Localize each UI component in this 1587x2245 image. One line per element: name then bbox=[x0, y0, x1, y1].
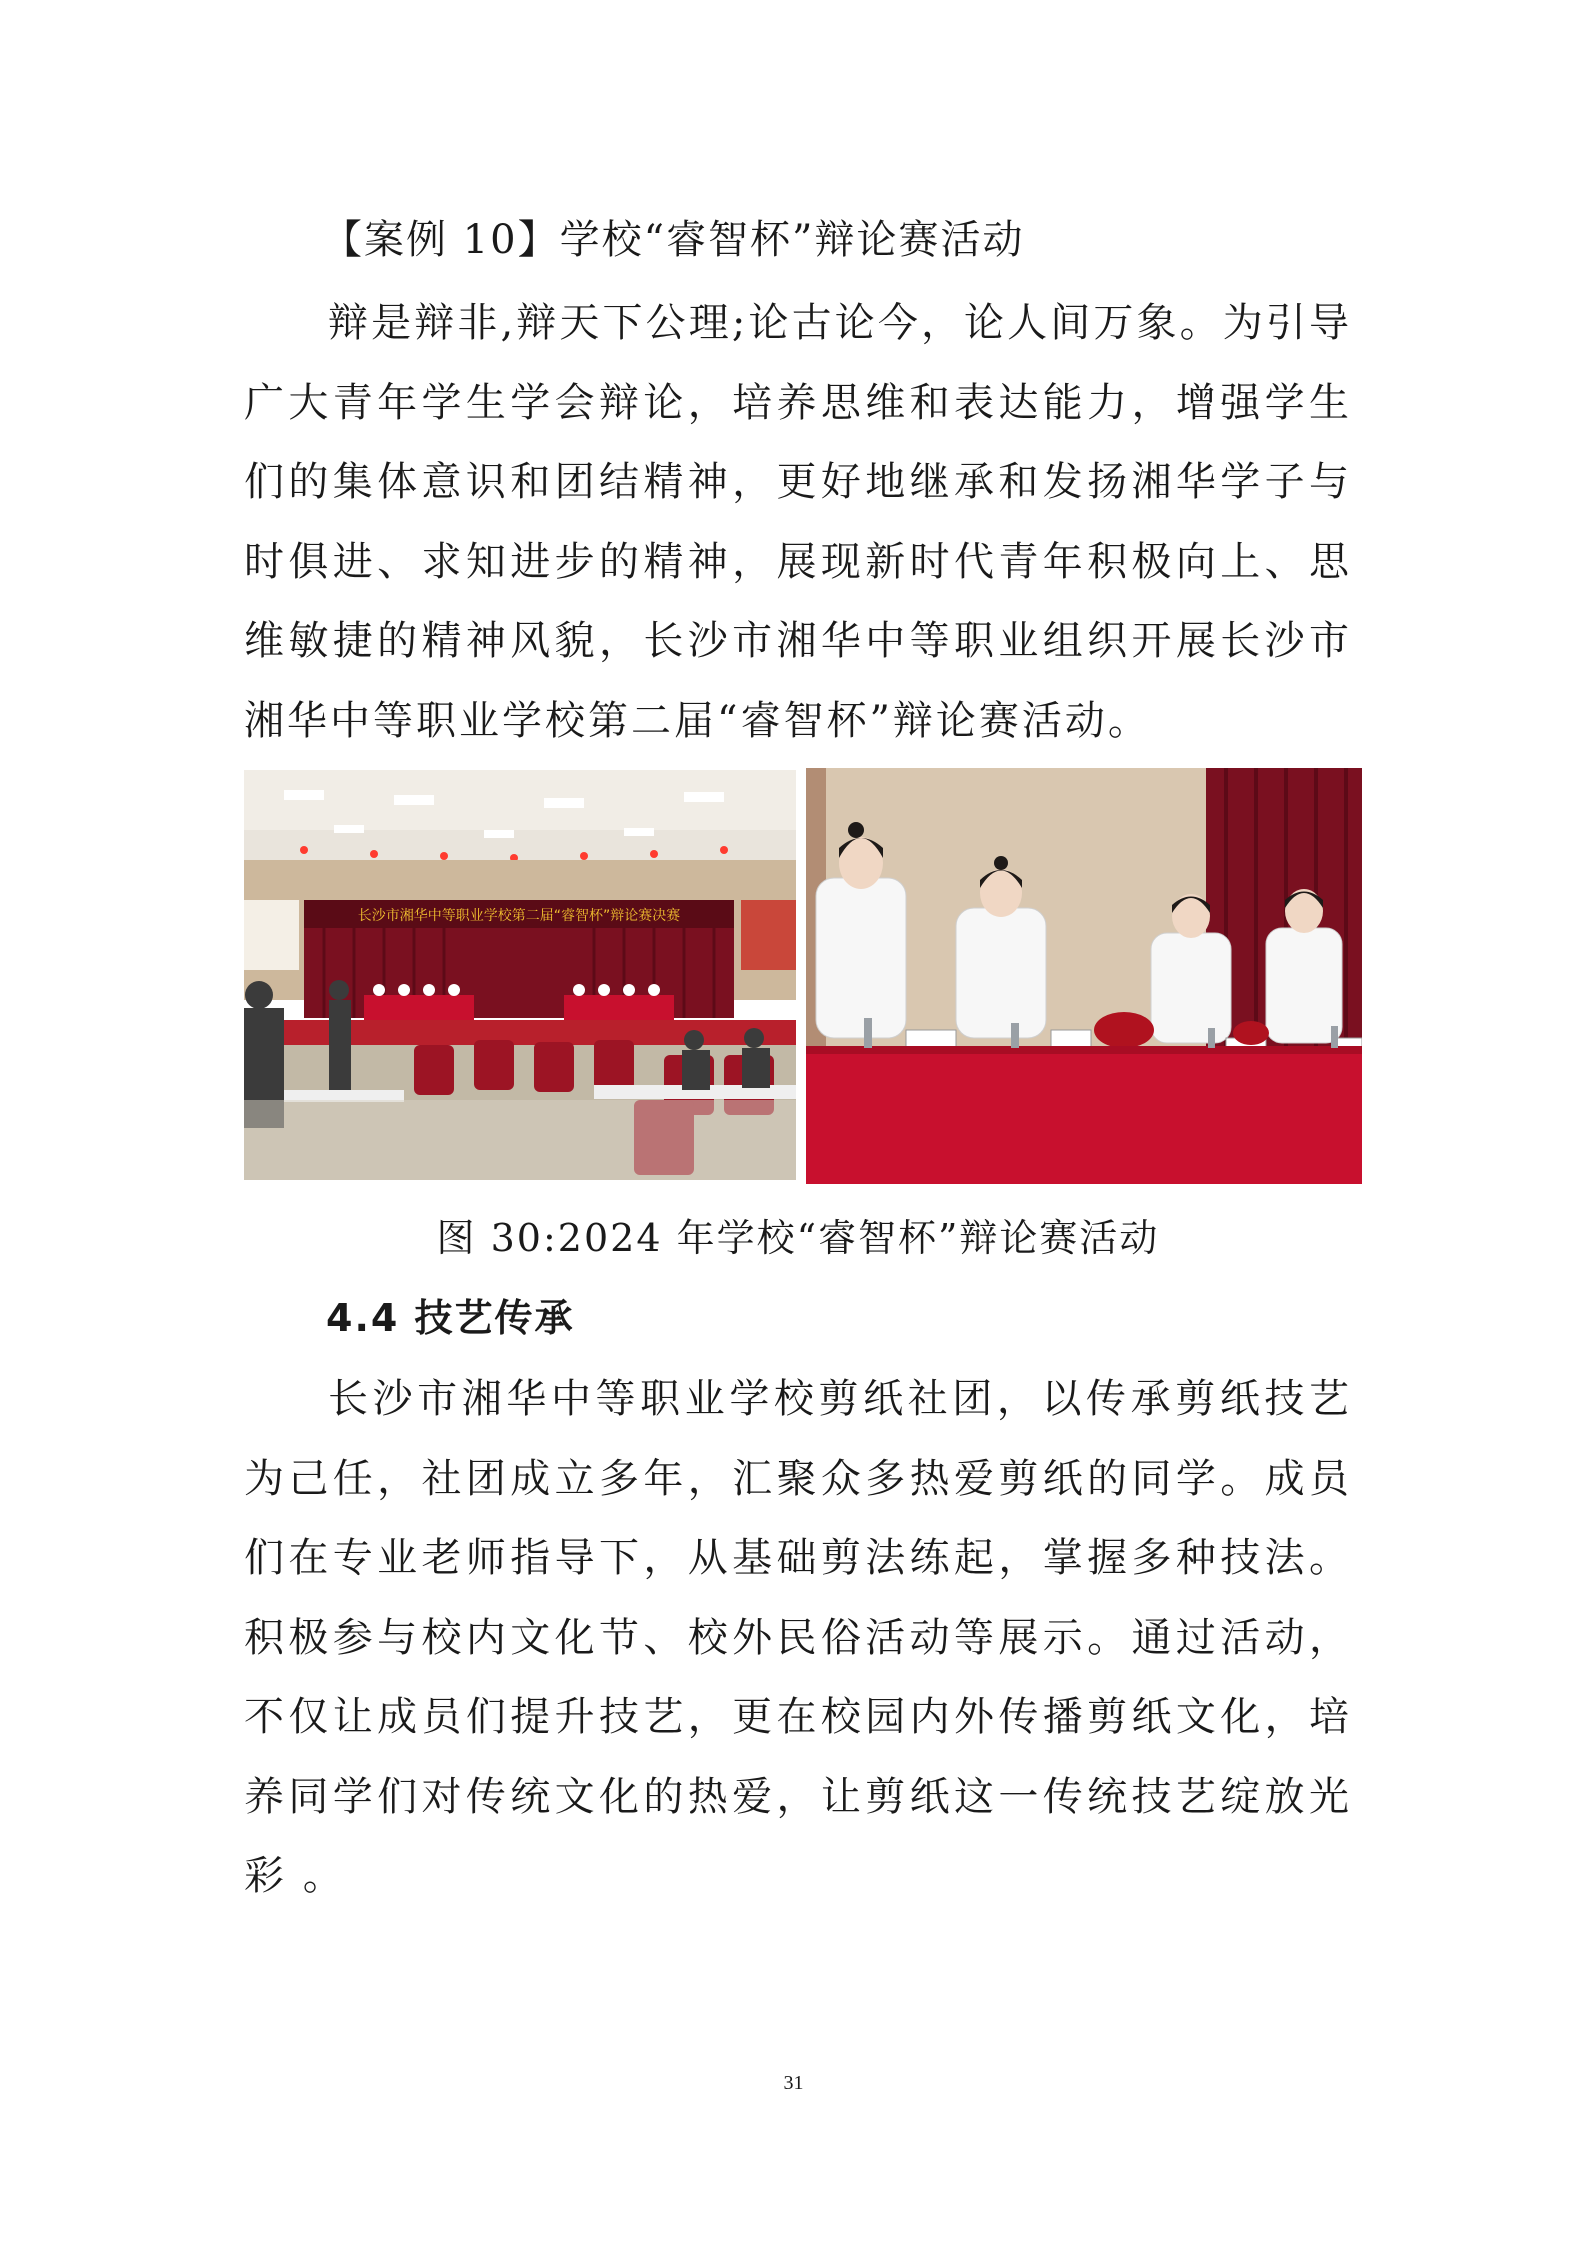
case-title: 【案例 10】学校“睿智杯”辩论赛活动 bbox=[322, 217, 1025, 263]
figure-caption: 图 30:2024 年学校“睿智杯”辩论赛活动 bbox=[436, 1216, 1160, 1260]
photo-debaters bbox=[806, 768, 1362, 1184]
page-number: 31 bbox=[783, 2072, 804, 2094]
section-heading: 4.4 技艺传承 bbox=[326, 1296, 575, 1340]
hall-banner-text: 长沙市湘华中等职业学校第二届“睿智杯”辩论赛决赛 bbox=[357, 908, 681, 924]
photo-debate-hall bbox=[244, 770, 796, 1180]
section-paragraph: 长沙市湘华中等职业学校剪纸社团，以传承剪纸技艺为己任，社团成立多年，汇聚众多热爱剪纸的同学。成员们在专业老师指导下，从基础剪法练起，掌握多种技法。积极参与校内文化节、校外民俗活动等展示。通过活动，不仅让成员们提升技艺，更在校园内外传播剪纸文化，培养同学们对传统文化的热爱，让剪纸这一传统技艺绽放光彩 。 bbox=[244, 1376, 1352, 1899]
case-paragraph: 辩是辩非,辩天下公理;论古论今，论人间万象。为引导广大青年学生学会辩论，培养思维和表达能力，增强学生们的集体意识和团结精神，更好地继承和发扬湘华学子与时俱进、求知进步的精神，展现新时代青年积极向上、思维敏捷的精神风貌，长沙市湘华中等职业组织开展长沙市湘华中等职业学校第二届“睿智杯”辩论赛活动。 bbox=[244, 300, 1352, 744]
